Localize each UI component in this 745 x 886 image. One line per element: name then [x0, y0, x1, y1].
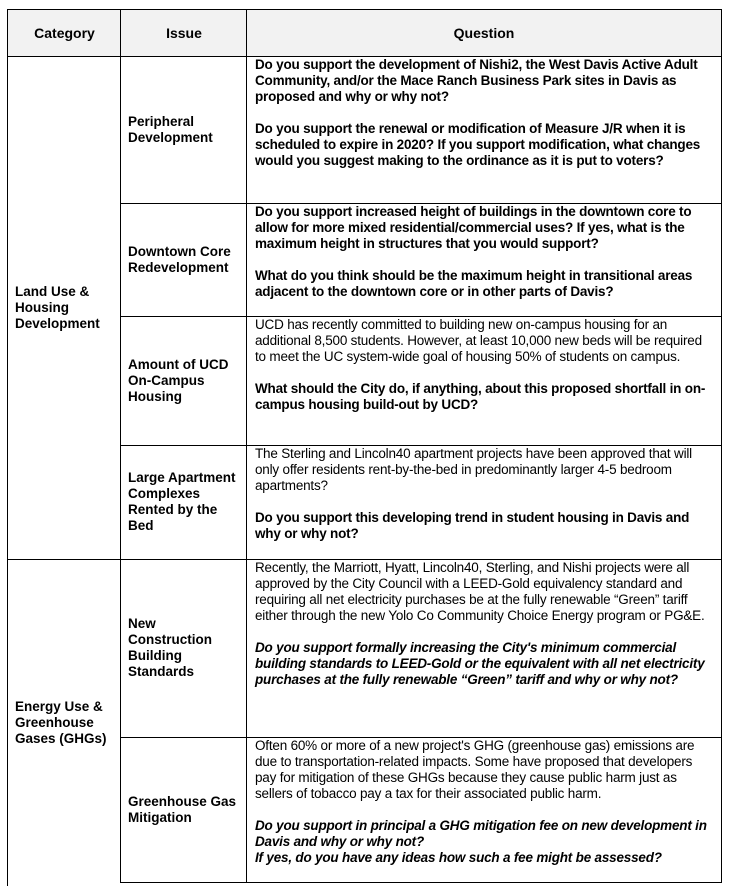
issue-label: Large Apartment Complexes Rented by the Bed [128, 470, 236, 533]
header-category [7, 9, 121, 57]
issue-cell [120, 737, 247, 883]
question-cell [246, 56, 722, 204]
question-cell [246, 203, 722, 317]
header-question [246, 9, 722, 57]
issue-cell [120, 445, 247, 560]
issue-label: Downtown Core Redevelopment [128, 243, 231, 275]
question-cell [246, 316, 722, 446]
issue-label: Peripheral Development [128, 113, 213, 145]
header-category-label: Category [34, 25, 95, 41]
header-issue [120, 9, 247, 57]
context-paragraph: Recently, the Marriott, Hyatt, Lincoln40, Sterling, and Nishi projects were all approved by the City Council with a LEED-Gold equivalency standard and requiring all net electricity purchases be at the fully renewable “Green” tariff either through the new Yolo Co Community Choice Energy program or PG&E. [255, 560, 705, 623]
question-paragraph: Do you support this developing trend in student housing in Davis and why or why not? [255, 510, 690, 541]
issue-cell [120, 203, 247, 317]
question-cell [246, 445, 722, 560]
category-cell-land-use [7, 56, 121, 560]
header-question-label: Question [453, 25, 515, 41]
question-paragraph: Do you support formally increasing the City's minimum commercial building standards to LEED-Gold or the equivalent with all net electricity purchases at the fully renewable “Green” tariff and why or why not? [255, 640, 705, 687]
question-paragraph: Do you support in principal a GHG mitigation fee on new development in Davis and why or why not? If yes, do you have any ideas how such a fee might be assessed? [255, 818, 707, 865]
category-label: Energy Use & Greenhouse Gases (GHGs) [15, 698, 107, 746]
question-cell [246, 737, 722, 883]
issue-cell [120, 56, 247, 204]
question-paragraph: What should the City do, if anything, about this proposed shortfall in on-campus housing build-out by UCD? [255, 381, 706, 412]
context-paragraph: Often 60% or more of a new project's GHG (greenhouse gas) emissions are due to transportation-related impacts. Some have proposed that developers pay for mitigation of these GHGs because they cause public harm just as sellers of tobacco pay a tax for their associated public harm. [255, 738, 695, 801]
category-cell-energy [7, 559, 121, 886]
question-paragraph: Do you support the renewal or modification of Measure J/R when it is scheduled to expire in 2020? If you support modification, what changes would you suggest making to the ordinance as it is put to voters? [255, 121, 701, 168]
question-paragraph: Do you support the development of Nishi2, the West Davis Active Adult Community, and/or the Mace Ranch Business Park sites in Davis as proposed and why or why not? [255, 57, 698, 104]
issue-cell [120, 559, 247, 738]
issue-cell [120, 316, 247, 446]
context-paragraph: The Sterling and Lincoln40 apartment projects have been approved that will only offer residents rent-by-the-bed in predominantly larger 4-5 bedroom apartments? [255, 446, 692, 493]
category-label: Land Use & Housing Development [15, 283, 100, 331]
issue-label: New Construction Building Standards [128, 616, 212, 679]
question-paragraph: What do you think should be the maximum height in transitional areas adjacent to the downtown core or in other parts of Davis? [255, 268, 693, 299]
context-paragraph: UCD has recently committed to building new on-campus housing for an additional 8,500 students. However, at least 10,000 new beds will be required to meet the UC system-wide goal of housing 50% of students on campus. [255, 317, 702, 364]
issue-label: Greenhouse Gas Mitigation [128, 793, 237, 825]
question-cell [246, 559, 722, 738]
header-issue-label: Issue [166, 25, 202, 41]
issue-label: Amount of UCD On-Campus Housing [128, 356, 229, 404]
question-paragraph: Do you support increased height of buildings in the downtown core to allow for more mixed residential/commercial uses? If yes, what is the maximum height in structures that you would support? [255, 204, 692, 251]
